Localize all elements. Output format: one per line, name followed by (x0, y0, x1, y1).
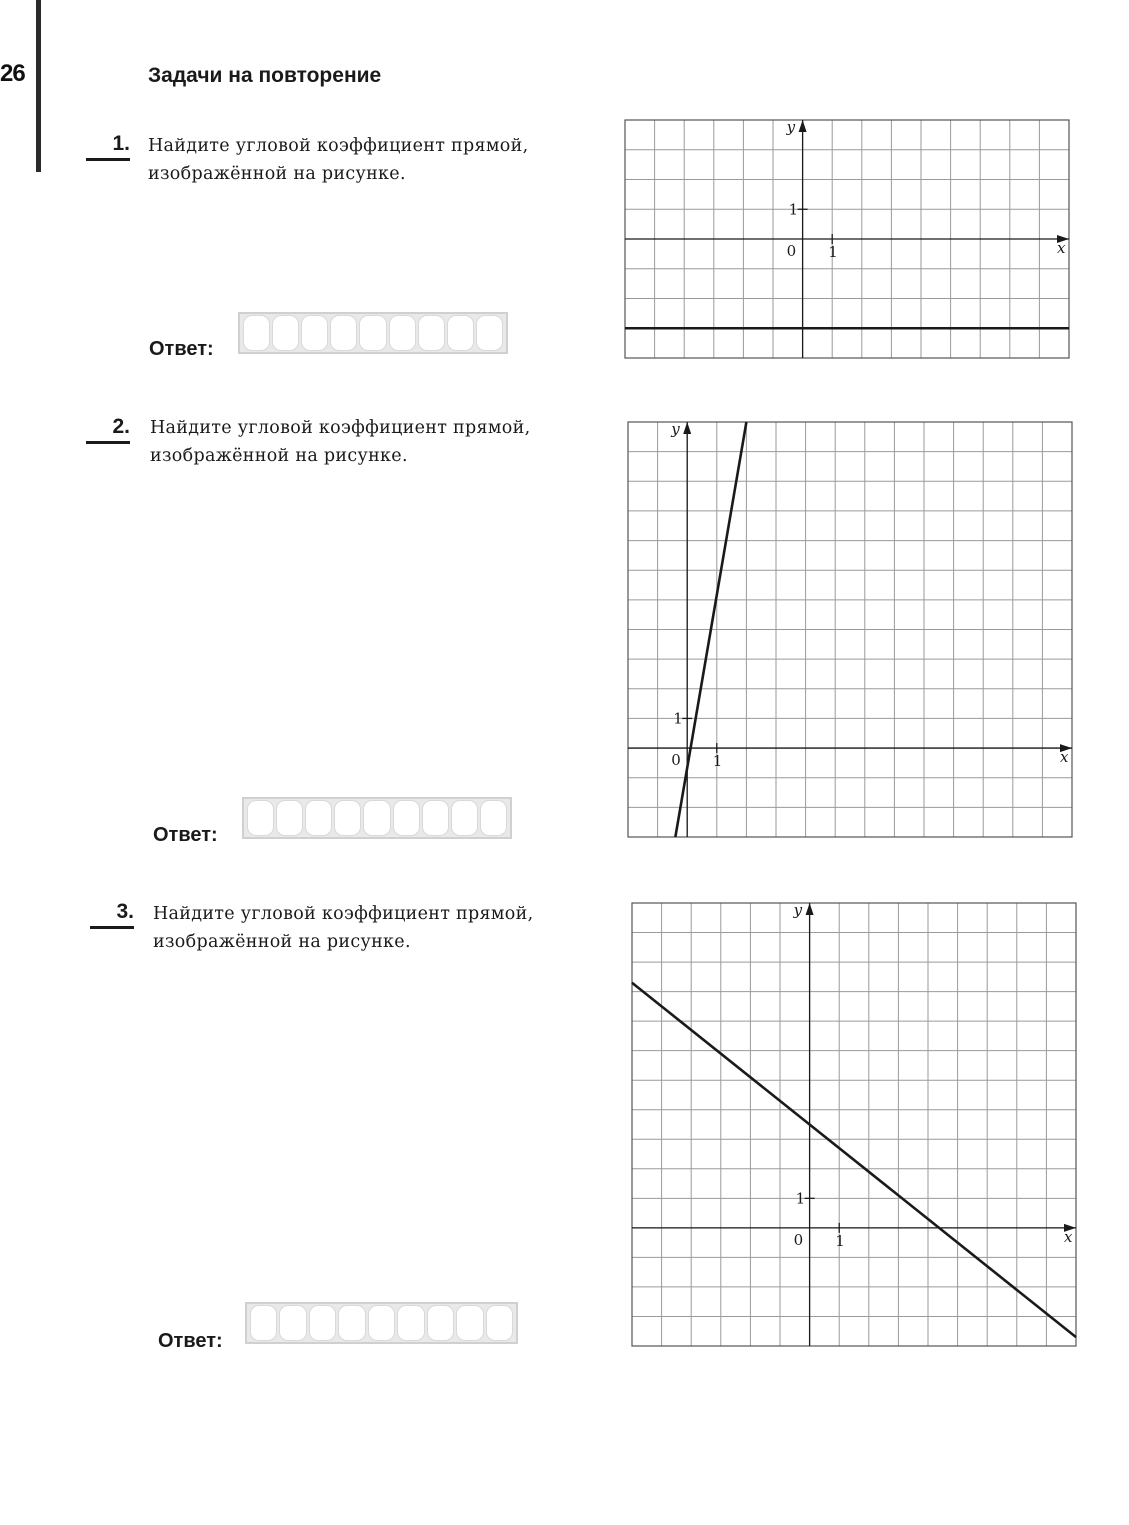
y-tick-label: 1 (673, 709, 683, 728)
task-3-answer-label: Ответ: (158, 1330, 223, 1352)
section-title: Задачи на повторение (148, 64, 382, 87)
answer-cell[interactable] (393, 800, 420, 836)
task-2-graph (628, 422, 1072, 837)
answer-cell[interactable] (418, 315, 445, 351)
y-axis-label: y (786, 118, 796, 136)
answer-cell[interactable] (476, 315, 503, 351)
origin-label: 0 (671, 751, 681, 770)
origin-label: 0 (793, 1230, 804, 1249)
x-axis-label: x (1057, 239, 1066, 257)
answer-cell[interactable] (389, 315, 416, 351)
task-3-text: Найдите угловой коэффициент прямой, изображённой на рисунке. (153, 904, 534, 952)
answer-cell[interactable] (359, 315, 386, 351)
task-1-graph (625, 120, 1069, 358)
answer-cell[interactable] (486, 1305, 513, 1341)
answer-cell[interactable] (451, 800, 478, 836)
x-axis-label: x (1064, 1227, 1073, 1246)
x-tick-label: 1 (828, 243, 838, 261)
task-2-answer-label: Ответ: (153, 824, 218, 846)
answer-cell[interactable] (243, 315, 270, 351)
task-2-text: Найдите угловой коэффициент прямой, изображённой на рисунке. (150, 418, 531, 466)
task-1-answer-label: Ответ: (149, 338, 214, 360)
y-axis-label: y (671, 420, 680, 438)
x-tick-label: 1 (835, 1231, 845, 1250)
answer-cell[interactable] (247, 800, 274, 836)
task-3-graph (632, 903, 1076, 1346)
y-tick-label: 1 (788, 200, 799, 219)
y-axis-arrow (683, 422, 691, 434)
answer-cell[interactable] (368, 1305, 395, 1341)
answer-cell[interactable] (456, 1305, 483, 1341)
answer-cell[interactable] (397, 1305, 424, 1341)
margin-bar (36, 0, 41, 172)
answer-cell[interactable] (305, 800, 332, 836)
task-1-answer-field[interactable] (238, 312, 508, 354)
answer-cell[interactable] (334, 800, 361, 836)
answer-cell[interactable] (276, 800, 303, 836)
answer-cell[interactable] (250, 1305, 277, 1341)
answer-cell[interactable] (330, 315, 357, 351)
y-axis-arrow (799, 120, 807, 132)
origin-label: 0 (786, 242, 797, 260)
task-3-answer-field[interactable] (245, 1302, 518, 1344)
plotted-line (632, 983, 1076, 1337)
y-tick-label: 1 (795, 1189, 806, 1208)
task-2-number: 2. (86, 415, 130, 444)
answer-cell[interactable] (363, 800, 390, 836)
page-number: 26 (0, 60, 25, 87)
answer-cell[interactable] (427, 1305, 454, 1341)
task-1-number: 1. (86, 132, 130, 161)
task-2-answer-field[interactable] (242, 797, 512, 839)
answer-cell[interactable] (309, 1305, 336, 1341)
task-1-text: Найдите угловой коэффициент прямой, изображённой на рисунке. (148, 136, 529, 184)
x-axis-label: x (1060, 748, 1069, 767)
answer-cell[interactable] (338, 1305, 365, 1341)
answer-cell[interactable] (301, 315, 328, 351)
graph-frame (632, 903, 1076, 1346)
y-axis-label: y (793, 901, 803, 919)
answer-cell[interactable] (272, 315, 299, 351)
answer-cell[interactable] (279, 1305, 306, 1341)
x-tick-label: 1 (712, 752, 723, 771)
answer-cell[interactable] (447, 315, 474, 351)
answer-cell[interactable] (480, 800, 507, 836)
task-3-number: 3. (90, 900, 134, 929)
y-axis-arrow (806, 903, 814, 915)
answer-cell[interactable] (422, 800, 449, 836)
